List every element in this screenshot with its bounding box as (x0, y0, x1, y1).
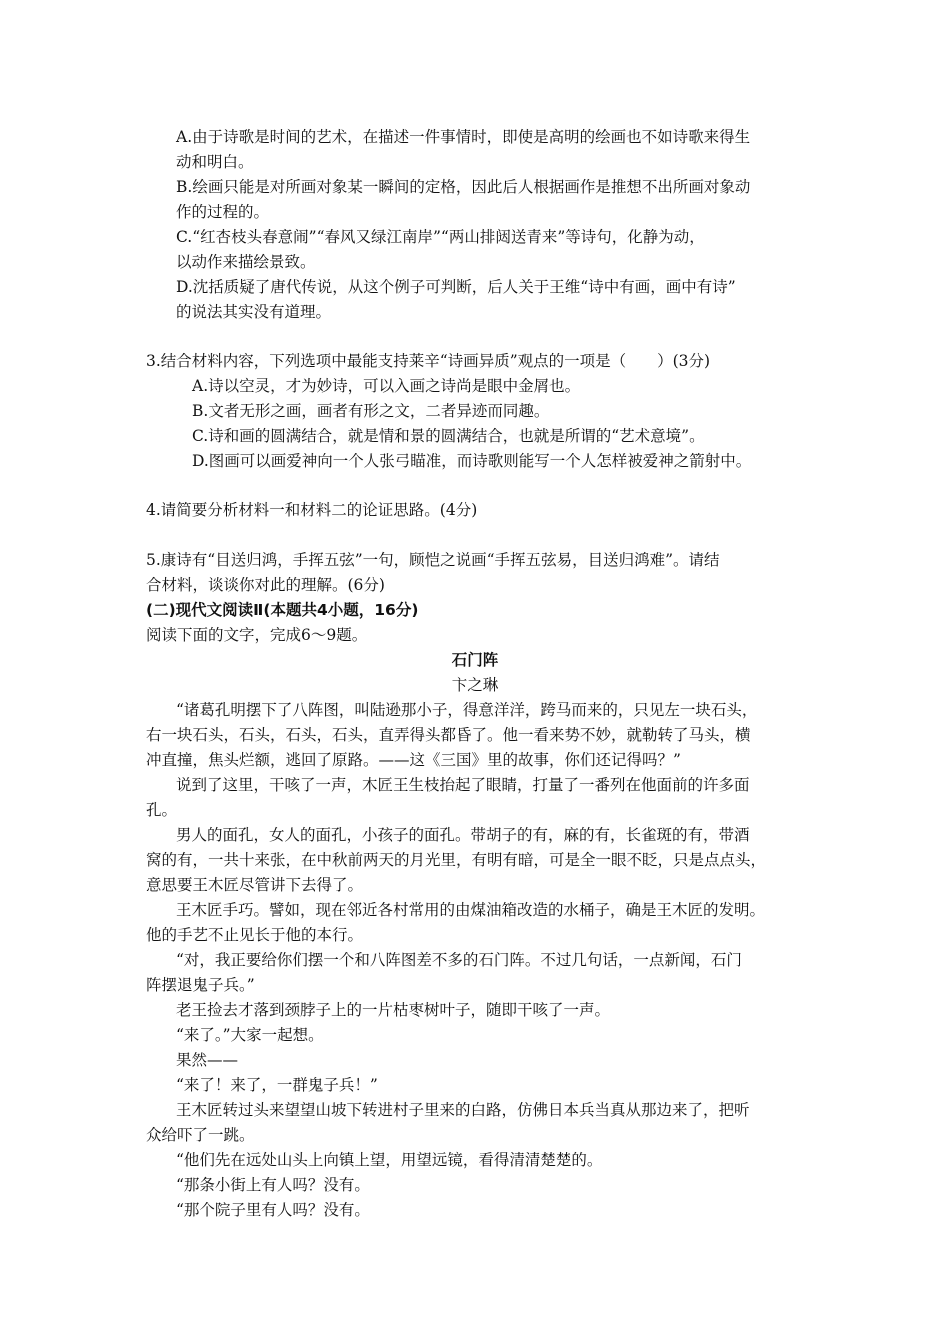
q3-option-a: A.诗以空灵，才为妙诗，可以入画之诗尚是眼中金屑也。 (192, 377, 581, 395)
story-line: 冲直撞，焦头烂额，逃回了原路。——这《三国》里的故事，你们还记得吗？” (146, 751, 681, 769)
q2-option-d-line2: 的说法其实没有道理。 (176, 303, 332, 321)
q2-option-a-line1: A.由于诗歌是时间的艺术，在描述一件事情时，即使是高明的绘画也不如诗歌来得生 (176, 128, 751, 146)
q2-option-c-line2: 以动作来描绘景致。 (176, 253, 316, 271)
q2-option-b-line2: 作的过程的。 (176, 203, 270, 221)
story-line: 果然—— (176, 1051, 239, 1069)
story-line: 孔。 (146, 801, 178, 819)
story-line: “那个院子里有人吗？没有。 (176, 1201, 370, 1219)
story-line: 老王捡去才落到颈脖子上的一片枯枣树叶子，随即干咳了一声。 (176, 1001, 611, 1019)
story-line: “对，我正要给你们摆一个和八阵图差不多的石门阵。不过几句话，一点新闻，石门 (176, 951, 742, 969)
q3-stem: 3.结合材料内容，下列选项中最能支持莱辛“诗画异质”观点的一项是（ ）(3分) (146, 352, 711, 370)
story-line: “他们先在远处山头上向镇上望，用望远镜，看得清清楚楚的。 (176, 1151, 603, 1169)
section-instruction: 阅读下面的文字，完成6～9题。 (146, 626, 368, 644)
story-line: “诸葛孔明摆下了八阵图，叫陆逊那小子，得意洋洋，跨马而来的，只见左一块石头， (176, 701, 758, 719)
q2-option-a-line2: 动和明白。 (176, 153, 254, 171)
story-line: 窝的有，一共十来张，在中秋前两天的月光里，有明有暗，可是全一眼不眨，只是点点头， (146, 851, 767, 869)
story-line: “那条小街上有人吗？没有。 (176, 1176, 370, 1194)
story-line: 众给吓了一跳。 (146, 1126, 255, 1144)
q2-option-b-line1: B.绘画只能是对所画对象某一瞬间的定格，因此后人根据画作是推想不出所画对象动 (176, 178, 751, 196)
section-heading: (二)现代文阅读Ⅱ(本题共4小题，16分) (146, 601, 419, 619)
story-line: 说到了这里，干咳了一声，木匠王生枝抬起了眼睛，打量了一番列在他面前的许多面 (176, 776, 750, 794)
story-line: 右一块石头，石头，石头，石头，直弄得头都昏了。他一看来势不妙，就勒转了马头，横 (146, 726, 751, 744)
q3-option-d: D.图画可以画爱神向一个人张弓瞄准，而诗歌则能写一个人怎样被爱神之箭射中。 (192, 452, 752, 470)
q5-stem-line2: 合材料，谈谈你对此的理解。(6分) (146, 576, 385, 594)
story-author: 卞之琳 (451, 676, 499, 694)
q2-option-c-line1: C.“红杏枝头春意闹”“春风又绿江南岸”“两山排闼送青来”等诗句，化静为动， (176, 228, 705, 246)
story-line: 他的手艺不止见长于他的本行。 (146, 926, 364, 944)
story-line: “来了。”大家一起想。 (176, 1026, 324, 1044)
story-line: 意思要王木匠尽管讲下去得了。 (146, 876, 364, 894)
story-title: 石门阵 (451, 651, 499, 669)
story-line: 王木匠转过头来望望山坡下转进村子里来的白路，仿佛日本兵当真从那边来了，把听 (176, 1101, 750, 1119)
story-line: 男人的面孔，女人的面孔，小孩子的面孔。带胡子的有，麻的有，长雀斑的有，带酒 (176, 826, 750, 844)
q5-stem-line1: 5.康诗有“目送归鸿，手挥五弦”一句，顾恺之说画“手挥五弦易，目送归鸿难”。请结 (146, 551, 720, 569)
q2-option-d-line1: D.沈括质疑了唐代传说，从这个例子可判断，后人关于王维“诗中有画，画中有诗” (176, 278, 736, 296)
q3-option-c: C.诗和画的圆满结合，就是情和景的圆满结合，也就是所谓的“艺术意境”。 (192, 427, 705, 445)
q4-stem: 4.请简要分析材料一和材料二的论证思路。(4分) (146, 501, 478, 519)
story-line: 阵摆退鬼子兵。” (146, 976, 255, 994)
story-line: “来了！来了，一群鬼子兵！” (176, 1076, 378, 1094)
story-line: 王木匠手巧。譬如，现在邻近各村常用的由煤油箱改造的水桶子，确是王木匠的发明。 (176, 901, 766, 919)
q3-option-b: B.文者无形之画，画者有形之文，二者异迹而同趣。 (192, 402, 550, 420)
